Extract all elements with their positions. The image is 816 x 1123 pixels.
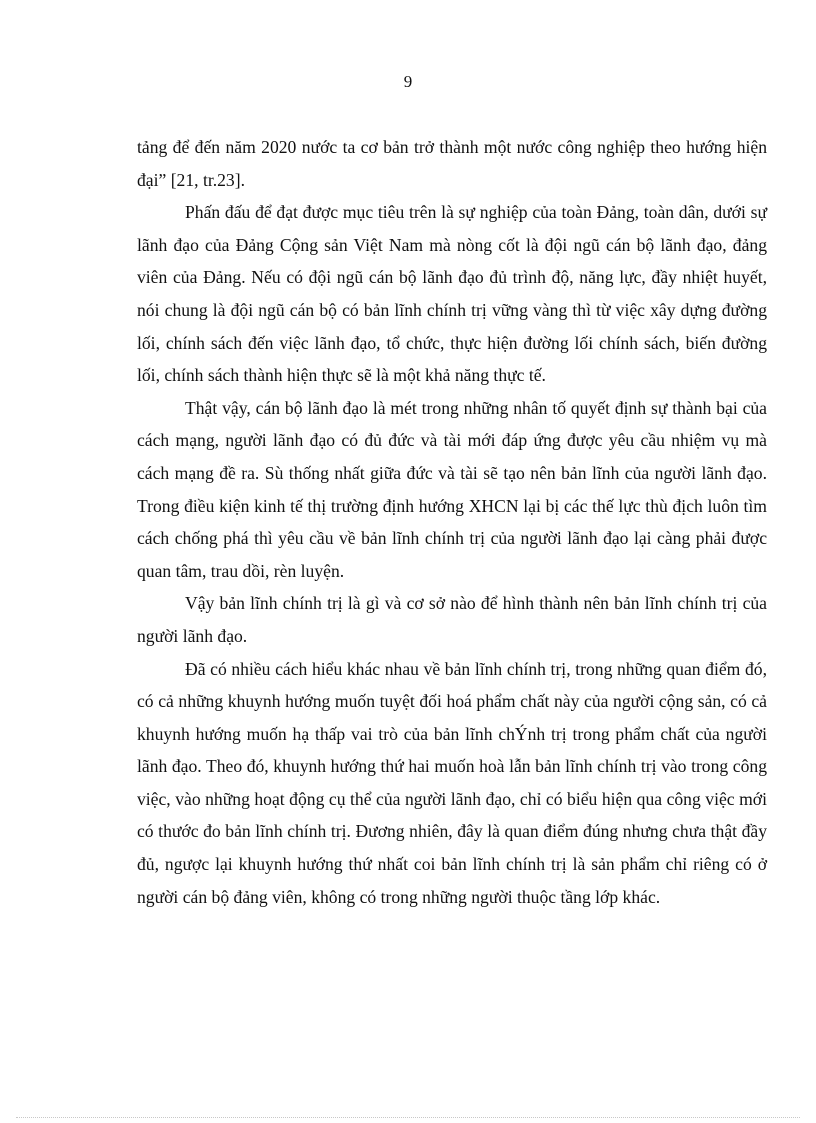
paragraph: Vậy bản lĩnh chính trị là gì và cơ sở nào để hình thành nên bản lĩnh chính trị của người lãnh đạo. — [137, 593, 767, 646]
paragraph: Phấn đấu để đạt được mục tiêu trên là sự nghiệp của toàn Đảng, toàn dân, dưới sự lãnh đạo của Đảng Cộng sản Việt Nam mà nòng cốt là đội ngũ cán bộ lãnh đạo, đảng viên của Đảng. Nếu có đội ngũ cán bộ lãnh đạo đủ trình độ, năng lực, đầy nhiệt huyết, nói chung là đội ngũ cán bộ có bản lĩnh chính trị vững vàng thì từ việc xây dựng đường lối, chính sách đến việc lãnh đạo, tổ chức, thực hiện đường lối chính sách, biến đường lối, chính sách thành hiện thực sẽ là một khả năng thực tế. — [137, 202, 767, 386]
page-number: 9 — [403, 72, 413, 91]
paragraph: Đã có nhiều cách hiểu khác nhau về bản lĩnh chính trị, trong những quan điểm đó, có cả những khuynh hướng muốn tuyệt đối hoá phẩm chất này của người cộng sản, có cả khuynh hướng muốn hạ thấp vai trò của bản lĩnh chÝnh trị trong phẩm chất của người lãnh đạo. Theo đó, khuynh hướng thứ hai muốn hoà lẫn bản lĩnh chính trị vào trong công việc, vào những hoạt động cụ thể của người lãnh đạo, chỉ có biểu hiện qua công việc mới có thước đo bản lĩnh chính trị. Đương nhiên, đây là quan điểm đúng nhưng chưa thật đầy đủ, ngược lại khuynh hướng thứ nhất coi bản lĩnh chính trị là sản phẩm chỉ riêng có ở người cán bộ đảng viên, không có trong những người thuộc tầng lớp khác. — [137, 658, 767, 907]
paragraph-continuation: tảng để đến năm 2020 nước ta cơ bản trở thành một nước công nghiệp theo hướng hiện đại” [21, tr.23]. — [137, 137, 767, 190]
page-bottom-divider — [16, 1117, 800, 1118]
paragraph: Thật vậy, cán bộ lãnh đạo là mét trong những nhân tố quyết định sự thành bại của cách mạng, người lãnh đạo có đủ đức và tài mới đáp ứng được yêu cầu nhiệm vụ mà cách mạng đề ra. Sù thống nhất giữa đức và tài sẽ tạo nên bản lĩnh của người lãnh đạo. Trong điều kiện kinh tế thị trường định hướng XHCN lại bị các thế lực thù địch luôn tìm cách chống phá thì yêu cầu về bản lĩnh chính trị của người lãnh đạo lại càng phải được quan tâm, trau dồi, rèn luyện. — [137, 397, 767, 581]
body-text — [137, 131, 767, 913]
